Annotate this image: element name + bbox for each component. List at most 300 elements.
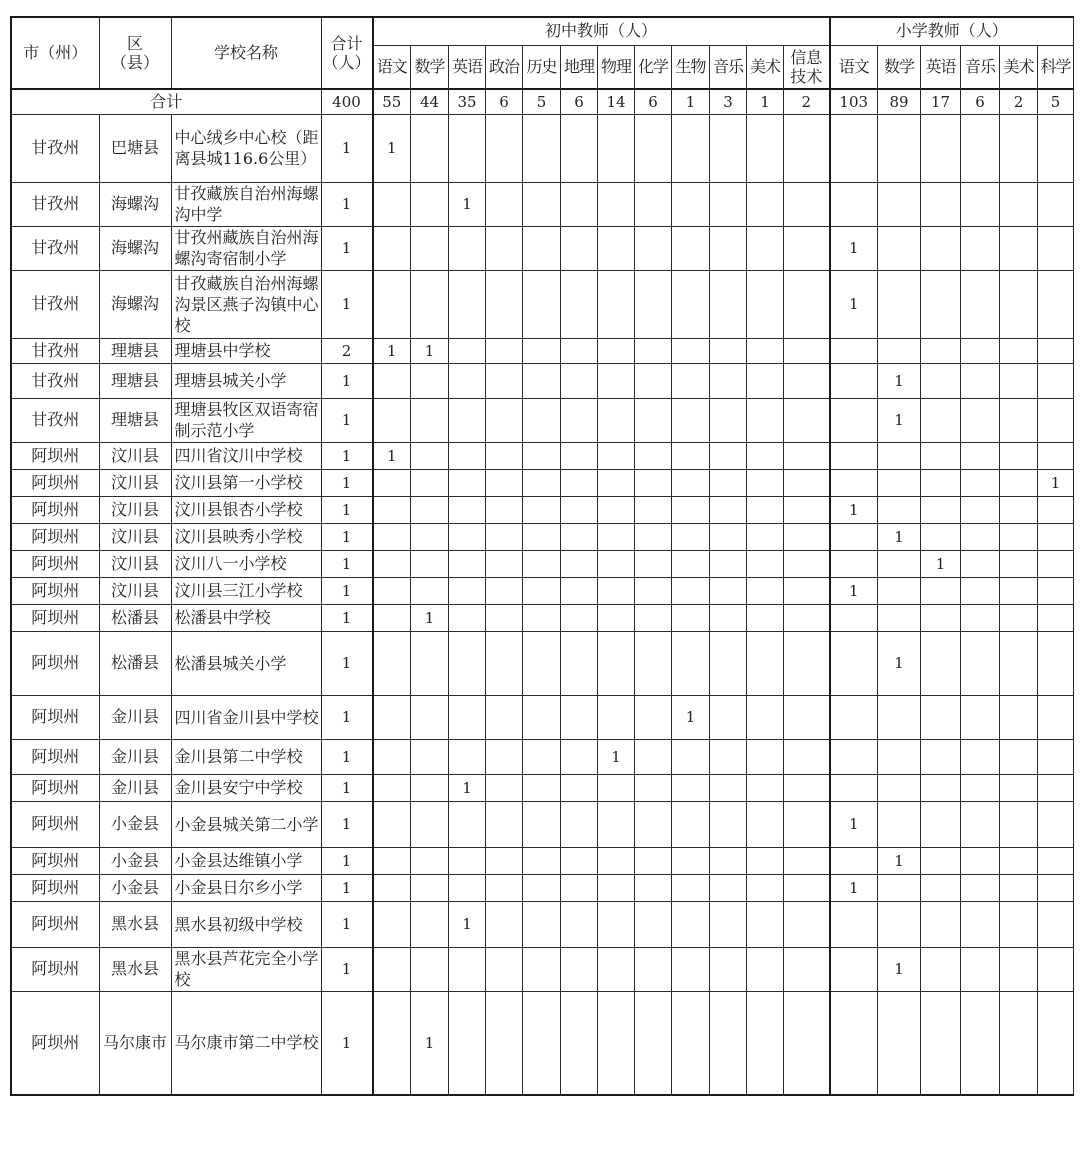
junior-count-cell bbox=[411, 695, 449, 739]
primary-count-cell bbox=[1000, 874, 1038, 901]
table-row bbox=[11, 991, 1074, 1095]
junior-count-cell bbox=[672, 182, 710, 226]
primary-count-cell bbox=[1038, 604, 1074, 631]
district-cell: 小金县 bbox=[99, 847, 171, 874]
junior-count-cell bbox=[373, 577, 411, 604]
primary-count-cell bbox=[1038, 739, 1074, 774]
junior-count-cell bbox=[373, 496, 411, 523]
junior-count-cell bbox=[710, 182, 747, 226]
primary-count-cell bbox=[1000, 469, 1038, 496]
primary-count-cell bbox=[1038, 991, 1074, 1095]
primary-count-cell bbox=[921, 577, 961, 604]
junior-count-cell bbox=[784, 801, 830, 847]
header-junior-subject: 美术 bbox=[747, 45, 784, 89]
junior-count-cell bbox=[672, 847, 710, 874]
junior-count-cell bbox=[449, 604, 486, 631]
junior-count-cell bbox=[598, 182, 635, 226]
primary-count-cell bbox=[1038, 363, 1074, 398]
primary-count-cell bbox=[921, 631, 961, 695]
row-total-cell: 1 bbox=[321, 991, 373, 1095]
junior-count-cell bbox=[373, 631, 411, 695]
junior-count-cell bbox=[523, 226, 561, 270]
teacher-allocation-table bbox=[10, 16, 1074, 1096]
junior-count-cell bbox=[784, 270, 830, 338]
primary-count-cell bbox=[878, 338, 921, 363]
junior-count-cell bbox=[784, 901, 830, 947]
primary-count-cell bbox=[1038, 550, 1074, 577]
junior-count-cell bbox=[449, 496, 486, 523]
primary-count-cell bbox=[961, 226, 1000, 270]
junior-count-cell bbox=[635, 991, 672, 1095]
junior-count-cell bbox=[747, 523, 784, 550]
junior-count-cell bbox=[598, 398, 635, 442]
junior-count-cell bbox=[523, 182, 561, 226]
city-cell: 阿坝州 bbox=[11, 774, 99, 801]
primary-count-cell bbox=[1000, 550, 1038, 577]
district-cell: 汶川县 bbox=[99, 442, 171, 469]
primary-count-cell bbox=[961, 496, 1000, 523]
junior-count-cell bbox=[635, 469, 672, 496]
row-total-cell: 1 bbox=[321, 874, 373, 901]
junior-count-cell bbox=[449, 523, 486, 550]
primary-count-cell bbox=[961, 363, 1000, 398]
city-cell: 阿坝州 bbox=[11, 523, 99, 550]
junior-count-cell bbox=[486, 739, 523, 774]
junior-count-cell bbox=[523, 550, 561, 577]
primary-count-cell bbox=[830, 338, 878, 363]
school-name-cell: 松潘县城关小学 bbox=[171, 631, 321, 695]
primary-count-cell bbox=[961, 442, 1000, 469]
primary-count-cell bbox=[961, 398, 1000, 442]
junior-count-cell bbox=[523, 631, 561, 695]
junior-count-cell bbox=[411, 523, 449, 550]
row-total-cell: 1 bbox=[321, 577, 373, 604]
summary-junior-count: 3 bbox=[710, 89, 747, 114]
primary-count-cell bbox=[1000, 901, 1038, 947]
junior-count-cell bbox=[598, 114, 635, 182]
junior-count-cell bbox=[598, 496, 635, 523]
row-total-cell: 1 bbox=[321, 469, 373, 496]
primary-count-cell bbox=[1038, 226, 1074, 270]
primary-count-cell bbox=[1038, 523, 1074, 550]
junior-count-cell bbox=[486, 947, 523, 991]
table-row bbox=[11, 631, 1074, 695]
junior-count-cell bbox=[635, 338, 672, 363]
summary-junior-count: 6 bbox=[561, 89, 598, 114]
junior-count-cell bbox=[523, 363, 561, 398]
primary-count-cell bbox=[961, 523, 1000, 550]
junior-count-cell bbox=[784, 442, 830, 469]
primary-count-cell bbox=[830, 604, 878, 631]
junior-count-cell bbox=[411, 901, 449, 947]
junior-count-cell bbox=[747, 695, 784, 739]
primary-count-cell bbox=[921, 695, 961, 739]
primary-count-cell bbox=[830, 901, 878, 947]
junior-count-cell bbox=[710, 991, 747, 1095]
junior-count-cell bbox=[486, 991, 523, 1095]
header-city: 市（州） bbox=[11, 17, 99, 89]
district-cell: 金川县 bbox=[99, 774, 171, 801]
junior-count-cell bbox=[598, 577, 635, 604]
primary-count-cell: 1 bbox=[878, 363, 921, 398]
junior-count-cell bbox=[747, 182, 784, 226]
junior-count-cell bbox=[598, 442, 635, 469]
table-row bbox=[11, 739, 1074, 774]
junior-count-cell bbox=[635, 363, 672, 398]
junior-count-cell bbox=[523, 114, 561, 182]
row-total-cell: 1 bbox=[321, 947, 373, 991]
primary-count-cell bbox=[961, 182, 1000, 226]
junior-count-cell bbox=[523, 901, 561, 947]
city-cell: 阿坝州 bbox=[11, 496, 99, 523]
school-name-cell: 汶川县映秀小学校 bbox=[171, 523, 321, 550]
primary-count-cell bbox=[830, 947, 878, 991]
row-total-cell: 1 bbox=[321, 363, 373, 398]
junior-count-cell bbox=[486, 631, 523, 695]
junior-count-cell bbox=[747, 901, 784, 947]
junior-count-cell bbox=[523, 496, 561, 523]
school-name-cell: 小金县日尔乡小学 bbox=[171, 874, 321, 901]
junior-count-cell bbox=[449, 398, 486, 442]
junior-count-cell bbox=[784, 550, 830, 577]
primary-count-cell bbox=[1000, 991, 1038, 1095]
primary-count-cell bbox=[961, 270, 1000, 338]
school-name-cell: 理塘县牧区双语寄宿制示范小学 bbox=[171, 398, 321, 442]
junior-count-cell bbox=[672, 496, 710, 523]
junior-count-cell bbox=[411, 577, 449, 604]
junior-count-cell bbox=[747, 801, 784, 847]
primary-count-cell bbox=[878, 182, 921, 226]
header-junior-subject: 政治 bbox=[486, 45, 523, 89]
primary-count-cell bbox=[878, 774, 921, 801]
school-name-cell: 甘孜藏族自治州海螺沟中学 bbox=[171, 182, 321, 226]
junior-count-cell bbox=[523, 338, 561, 363]
junior-count-cell bbox=[561, 114, 598, 182]
city-cell: 阿坝州 bbox=[11, 577, 99, 604]
junior-count-cell bbox=[561, 496, 598, 523]
primary-count-cell bbox=[1038, 695, 1074, 739]
summary-junior-count: 14 bbox=[598, 89, 635, 114]
junior-count-cell bbox=[523, 739, 561, 774]
row-total-cell: 1 bbox=[321, 739, 373, 774]
junior-count-cell bbox=[411, 182, 449, 226]
school-name-cell: 黑水县初级中学校 bbox=[171, 901, 321, 947]
primary-count-cell bbox=[921, 442, 961, 469]
summary-primary-count: 6 bbox=[961, 89, 1000, 114]
primary-count-cell bbox=[878, 874, 921, 901]
junior-count-cell bbox=[598, 695, 635, 739]
primary-count-cell bbox=[1038, 774, 1074, 801]
junior-count-cell bbox=[523, 947, 561, 991]
junior-count-cell bbox=[411, 847, 449, 874]
table-row bbox=[11, 338, 1074, 363]
junior-count-cell bbox=[635, 947, 672, 991]
primary-count-cell bbox=[921, 469, 961, 496]
primary-count-cell bbox=[961, 991, 1000, 1095]
table-row bbox=[11, 442, 1074, 469]
junior-count-cell bbox=[635, 496, 672, 523]
table-row bbox=[11, 801, 1074, 847]
junior-count-cell bbox=[411, 363, 449, 398]
junior-count-cell bbox=[784, 398, 830, 442]
junior-count-cell bbox=[449, 739, 486, 774]
row-total-cell: 1 bbox=[321, 847, 373, 874]
junior-count-cell bbox=[411, 270, 449, 338]
primary-count-cell bbox=[878, 577, 921, 604]
junior-count-cell bbox=[672, 631, 710, 695]
primary-count-cell bbox=[921, 604, 961, 631]
primary-count-cell bbox=[1000, 604, 1038, 631]
header-junior-subject: 语文 bbox=[373, 45, 411, 89]
header-primary-subject: 英语 bbox=[921, 45, 961, 89]
primary-count-cell bbox=[1000, 631, 1038, 695]
junior-count-cell bbox=[449, 801, 486, 847]
row-total-cell: 1 bbox=[321, 226, 373, 270]
primary-count-cell bbox=[1000, 226, 1038, 270]
header-row-groups bbox=[11, 17, 1074, 45]
junior-count-cell bbox=[411, 774, 449, 801]
junior-count-cell bbox=[635, 226, 672, 270]
summary-primary-count: 89 bbox=[878, 89, 921, 114]
junior-count-cell bbox=[710, 523, 747, 550]
junior-count-cell bbox=[672, 874, 710, 901]
junior-count-cell bbox=[373, 226, 411, 270]
primary-count-cell bbox=[1038, 874, 1074, 901]
primary-count-cell bbox=[961, 901, 1000, 947]
junior-count-cell bbox=[784, 226, 830, 270]
summary-row bbox=[11, 89, 1074, 114]
junior-count-cell bbox=[486, 442, 523, 469]
school-name-cell: 松潘县中学校 bbox=[171, 604, 321, 631]
primary-count-cell bbox=[961, 874, 1000, 901]
primary-count-cell bbox=[921, 523, 961, 550]
header-total: 合计（人） bbox=[321, 17, 373, 89]
junior-count-cell bbox=[523, 398, 561, 442]
junior-count-cell bbox=[523, 442, 561, 469]
junior-count-cell bbox=[561, 901, 598, 947]
header-junior-subject: 物理 bbox=[598, 45, 635, 89]
junior-count-cell bbox=[523, 604, 561, 631]
junior-count-cell bbox=[710, 550, 747, 577]
junior-count-cell bbox=[561, 442, 598, 469]
junior-count-cell bbox=[598, 523, 635, 550]
primary-count-cell bbox=[830, 363, 878, 398]
junior-count-cell bbox=[449, 442, 486, 469]
junior-count-cell bbox=[672, 469, 710, 496]
junior-count-cell bbox=[411, 226, 449, 270]
junior-count-cell bbox=[635, 398, 672, 442]
junior-count-cell bbox=[411, 631, 449, 695]
junior-count-cell bbox=[449, 338, 486, 363]
row-total-cell: 1 bbox=[321, 523, 373, 550]
district-cell: 海螺沟 bbox=[99, 270, 171, 338]
primary-count-cell bbox=[961, 739, 1000, 774]
table-row bbox=[11, 774, 1074, 801]
table-row bbox=[11, 947, 1074, 991]
junior-count-cell bbox=[598, 901, 635, 947]
summary-junior-count: 44 bbox=[411, 89, 449, 114]
row-total-cell: 1 bbox=[321, 496, 373, 523]
junior-count-cell bbox=[710, 847, 747, 874]
junior-count-cell bbox=[710, 469, 747, 496]
junior-count-cell bbox=[710, 496, 747, 523]
junior-count-cell bbox=[523, 774, 561, 801]
junior-count-cell bbox=[449, 874, 486, 901]
junior-count-cell bbox=[561, 398, 598, 442]
junior-count-cell bbox=[672, 363, 710, 398]
junior-count-cell bbox=[747, 363, 784, 398]
primary-count-cell bbox=[1000, 801, 1038, 847]
junior-count-cell bbox=[672, 442, 710, 469]
junior-count-cell bbox=[635, 523, 672, 550]
primary-count-cell: 1 bbox=[878, 523, 921, 550]
primary-count-cell bbox=[961, 604, 1000, 631]
primary-count-cell bbox=[1038, 398, 1074, 442]
junior-count-cell bbox=[449, 363, 486, 398]
primary-count-cell bbox=[1000, 182, 1038, 226]
district-cell: 汶川县 bbox=[99, 577, 171, 604]
junior-count-cell: 1 bbox=[449, 774, 486, 801]
city-cell: 阿坝州 bbox=[11, 739, 99, 774]
primary-count-cell bbox=[921, 398, 961, 442]
primary-count-cell bbox=[878, 550, 921, 577]
header-primary-subject: 语文 bbox=[830, 45, 878, 89]
junior-count-cell bbox=[561, 577, 598, 604]
school-name-cell: 汶川县银杏小学校 bbox=[171, 496, 321, 523]
junior-count-cell bbox=[784, 363, 830, 398]
row-total-cell: 1 bbox=[321, 631, 373, 695]
junior-count-cell bbox=[486, 226, 523, 270]
junior-count-cell bbox=[373, 604, 411, 631]
junior-count-cell bbox=[635, 901, 672, 947]
primary-count-cell bbox=[830, 114, 878, 182]
junior-count-cell bbox=[672, 523, 710, 550]
school-name-cell: 四川省汶川中学校 bbox=[171, 442, 321, 469]
city-cell: 甘孜州 bbox=[11, 114, 99, 182]
junior-count-cell bbox=[598, 226, 635, 270]
junior-count-cell bbox=[373, 774, 411, 801]
junior-count-cell bbox=[710, 114, 747, 182]
district-cell: 金川县 bbox=[99, 695, 171, 739]
junior-count-cell bbox=[747, 270, 784, 338]
primary-count-cell bbox=[921, 774, 961, 801]
header-junior-subject: 化学 bbox=[635, 45, 672, 89]
table-row bbox=[11, 874, 1074, 901]
junior-count-cell bbox=[449, 991, 486, 1095]
junior-count-cell bbox=[784, 338, 830, 363]
junior-count-cell: 1 bbox=[411, 604, 449, 631]
district-cell: 小金县 bbox=[99, 874, 171, 901]
primary-count-cell bbox=[1000, 774, 1038, 801]
city-cell: 甘孜州 bbox=[11, 226, 99, 270]
junior-count-cell bbox=[373, 550, 411, 577]
junior-count-cell bbox=[411, 442, 449, 469]
city-cell: 甘孜州 bbox=[11, 182, 99, 226]
city-cell: 阿坝州 bbox=[11, 874, 99, 901]
table-row bbox=[11, 604, 1074, 631]
junior-count-cell bbox=[561, 947, 598, 991]
primary-count-cell bbox=[961, 947, 1000, 991]
junior-count-cell bbox=[598, 338, 635, 363]
junior-count-cell bbox=[710, 398, 747, 442]
junior-count-cell bbox=[635, 631, 672, 695]
junior-count-cell bbox=[373, 847, 411, 874]
junior-count-cell bbox=[672, 226, 710, 270]
junior-count-cell bbox=[710, 442, 747, 469]
junior-count-cell bbox=[672, 114, 710, 182]
row-total-cell: 1 bbox=[321, 604, 373, 631]
primary-count-cell bbox=[1000, 847, 1038, 874]
junior-count-cell bbox=[672, 947, 710, 991]
row-total-cell: 1 bbox=[321, 774, 373, 801]
junior-count-cell bbox=[561, 469, 598, 496]
junior-count-cell bbox=[486, 469, 523, 496]
junior-count-cell: 1 bbox=[373, 338, 411, 363]
junior-count-cell bbox=[747, 442, 784, 469]
junior-count-cell bbox=[598, 469, 635, 496]
junior-count-cell bbox=[635, 182, 672, 226]
primary-count-cell bbox=[921, 801, 961, 847]
row-total-cell: 1 bbox=[321, 270, 373, 338]
primary-count-cell bbox=[921, 947, 961, 991]
primary-count-cell bbox=[878, 226, 921, 270]
junior-count-cell bbox=[561, 523, 598, 550]
junior-count-cell bbox=[411, 874, 449, 901]
primary-count-cell: 1 bbox=[878, 631, 921, 695]
junior-count-cell bbox=[598, 991, 635, 1095]
primary-count-cell bbox=[1038, 270, 1074, 338]
summary-junior-count: 1 bbox=[672, 89, 710, 114]
junior-count-cell bbox=[672, 338, 710, 363]
row-total-cell: 1 bbox=[321, 398, 373, 442]
junior-count-cell bbox=[598, 550, 635, 577]
district-cell: 海螺沟 bbox=[99, 182, 171, 226]
primary-count-cell bbox=[1038, 577, 1074, 604]
junior-count-cell bbox=[373, 469, 411, 496]
primary-count-cell bbox=[961, 114, 1000, 182]
summary-primary-count: 2 bbox=[1000, 89, 1038, 114]
primary-count-cell bbox=[1038, 338, 1074, 363]
school-name-cell: 甘孜藏族自治州海螺沟景区燕子沟镇中心校 bbox=[171, 270, 321, 338]
junior-count-cell bbox=[710, 631, 747, 695]
district-cell: 黑水县 bbox=[99, 947, 171, 991]
junior-count-cell bbox=[561, 363, 598, 398]
primary-count-cell bbox=[878, 695, 921, 739]
junior-count-cell bbox=[373, 398, 411, 442]
junior-count-cell bbox=[523, 847, 561, 874]
primary-count-cell bbox=[878, 442, 921, 469]
school-name-cell: 理塘县城关小学 bbox=[171, 363, 321, 398]
primary-count-cell bbox=[878, 270, 921, 338]
primary-count-cell bbox=[878, 604, 921, 631]
junior-count-cell bbox=[784, 695, 830, 739]
primary-count-cell bbox=[961, 695, 1000, 739]
primary-count-cell: 1 bbox=[878, 398, 921, 442]
junior-count-cell bbox=[710, 901, 747, 947]
junior-count-cell bbox=[561, 874, 598, 901]
primary-count-cell bbox=[1000, 442, 1038, 469]
primary-count-cell: 1 bbox=[878, 947, 921, 991]
primary-count-cell bbox=[1000, 947, 1038, 991]
summary-junior-count: 1 bbox=[747, 89, 784, 114]
junior-count-cell bbox=[784, 991, 830, 1095]
junior-count-cell bbox=[747, 847, 784, 874]
primary-count-cell bbox=[1000, 270, 1038, 338]
junior-count-cell bbox=[373, 901, 411, 947]
junior-count-cell bbox=[747, 338, 784, 363]
junior-count-cell bbox=[747, 991, 784, 1095]
junior-count-cell bbox=[672, 774, 710, 801]
